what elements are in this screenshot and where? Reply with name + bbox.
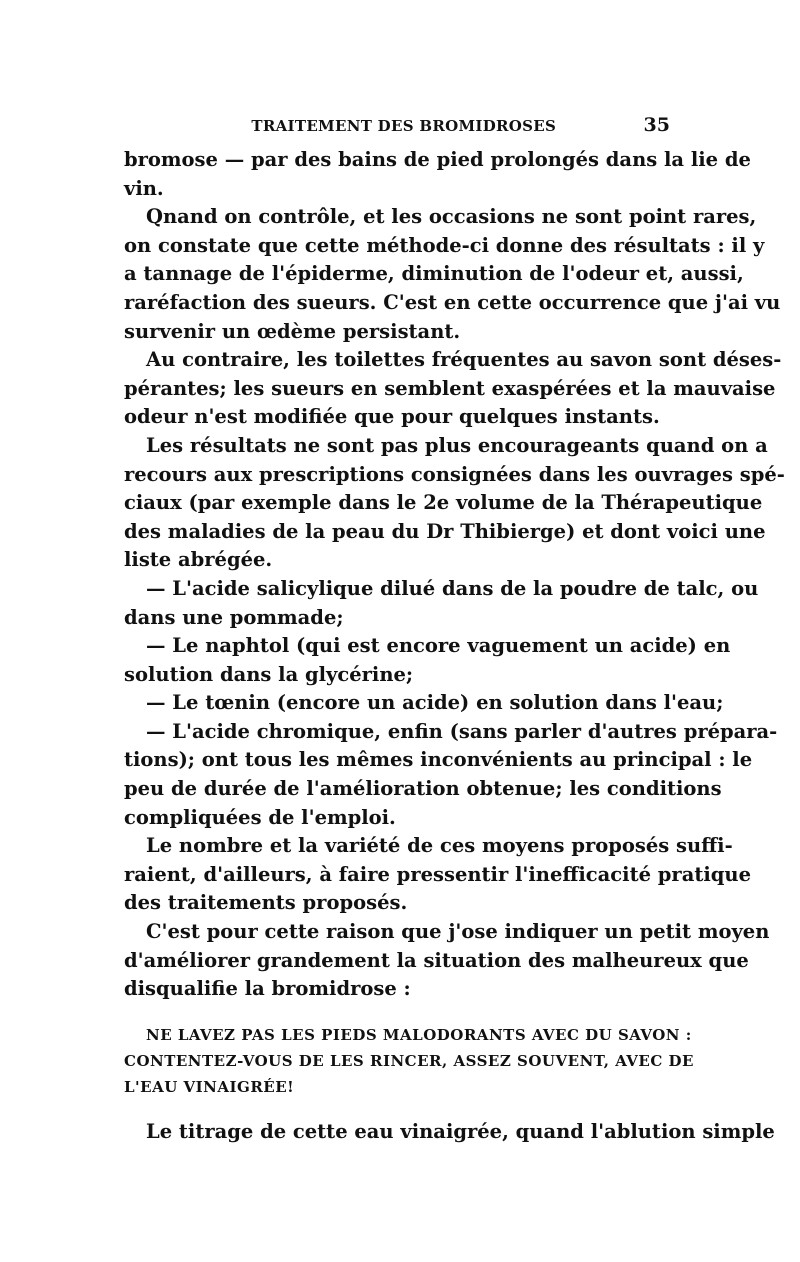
text-line: Au contraire, les toilettes fréquentes au savon sont déses- bbox=[146, 348, 782, 372]
text-line: Qnand on contrôle, et les occasions ne sont point rares, bbox=[146, 205, 757, 229]
text-line: — L'acide chromique, enfin (sans parler d'autres prépara- bbox=[146, 719, 778, 743]
running-title: TRAITEMENT DES BROMIDROSES bbox=[251, 117, 557, 135]
text-line: bromose — par des bains de pied prolongés dans la lie de bbox=[124, 148, 751, 171]
text-line: — Le naphtol (qui est encore vaguement un acide) en bbox=[146, 634, 731, 658]
text-line: solution dans la glycérine; bbox=[124, 662, 414, 686]
text-line: compliquées de l'emploi. bbox=[124, 805, 396, 829]
small-caps-notice bbox=[124, 1022, 694, 1100]
text-line: peu de durée de l'amélioration obtenue; les conditions bbox=[124, 777, 722, 801]
notice-line: CONTENTEZ-VOUS DE LES RINCER, ASSEZ SOUVENT, AVEC DE bbox=[124, 1051, 694, 1070]
text-line: on constate que cette méthode-ci donne des résultats : il y bbox=[124, 233, 765, 257]
text-line: raient, d'ailleurs, à faire pressentir l'inefficacité pratique bbox=[124, 862, 751, 886]
paragraph bbox=[124, 146, 751, 203]
paragraph bbox=[124, 718, 778, 832]
text-line: — L'acide salicylique dilué dans de la poudre de talc, ou bbox=[146, 576, 759, 600]
text-line: des traitements proposés. bbox=[124, 891, 408, 915]
paragraph bbox=[124, 346, 782, 432]
paragraph bbox=[124, 203, 781, 346]
text-line: liste abrégée. bbox=[124, 548, 273, 572]
text-line: — Le tœnin (encore un acide) en solution dans l'eau; bbox=[146, 691, 724, 715]
text-line: des maladies de la peau du Dr Thibierge) et dont voici une bbox=[124, 519, 766, 543]
paragraph bbox=[124, 689, 724, 718]
text-line: vin. bbox=[124, 176, 164, 200]
text-line: tions); ont tous les mêmes inconvénients au principal : le bbox=[124, 748, 753, 772]
text-line: d'améliorer grandement la situation des malheureux que bbox=[124, 948, 749, 972]
text-line: pérantes; les sueurs en semblent exaspérées et la mauvaise bbox=[124, 376, 776, 400]
page-header bbox=[124, 114, 670, 140]
notice-line: NE LAVEZ PAS LES PIEDS MALODORANTS AVEC DU SAVON : bbox=[146, 1025, 692, 1044]
text-line: survenir un œdème persistant. bbox=[124, 319, 461, 343]
text-line: disqualifie la bromidrose : bbox=[124, 977, 411, 1001]
text-line: C'est pour cette raison que j'ose indiquer un petit moyen bbox=[146, 920, 770, 944]
text-line: ciaux (par exemple dans le 2e volume de la Thérapeutique bbox=[124, 491, 763, 515]
body-text bbox=[124, 146, 785, 1146]
page-number: 35 bbox=[643, 114, 670, 136]
text-line: odeur n'est modifiée que pour quelques instants. bbox=[124, 405, 660, 429]
text-line: a tannage de l'épiderme, diminution de l'odeur et, aussi, bbox=[124, 262, 744, 286]
paragraph bbox=[124, 918, 770, 1004]
notice-line: L'EAU VINAIGRÉE! bbox=[124, 1077, 295, 1096]
text-line: dans une pommade; bbox=[124, 605, 344, 629]
text-line: raréfaction des sueurs. C'est en cette occurrence que j'ai vu bbox=[124, 290, 781, 314]
paragraph bbox=[124, 432, 785, 575]
paragraph bbox=[124, 575, 759, 632]
text-line: Les résultats ne sont pas plus encourageants quand on a bbox=[146, 433, 768, 457]
paragraph bbox=[124, 632, 731, 689]
text-line: Le nombre et la variété de ces moyens proposés suffi- bbox=[146, 834, 733, 858]
paragraph bbox=[124, 1118, 775, 1147]
text-line: Le titrage de cette eau vinaigrée, quand l'ablution simple bbox=[146, 1119, 775, 1143]
text-line: recours aux prescriptions consignées dans les ouvrages spé- bbox=[124, 462, 785, 486]
paragraph bbox=[124, 832, 751, 918]
